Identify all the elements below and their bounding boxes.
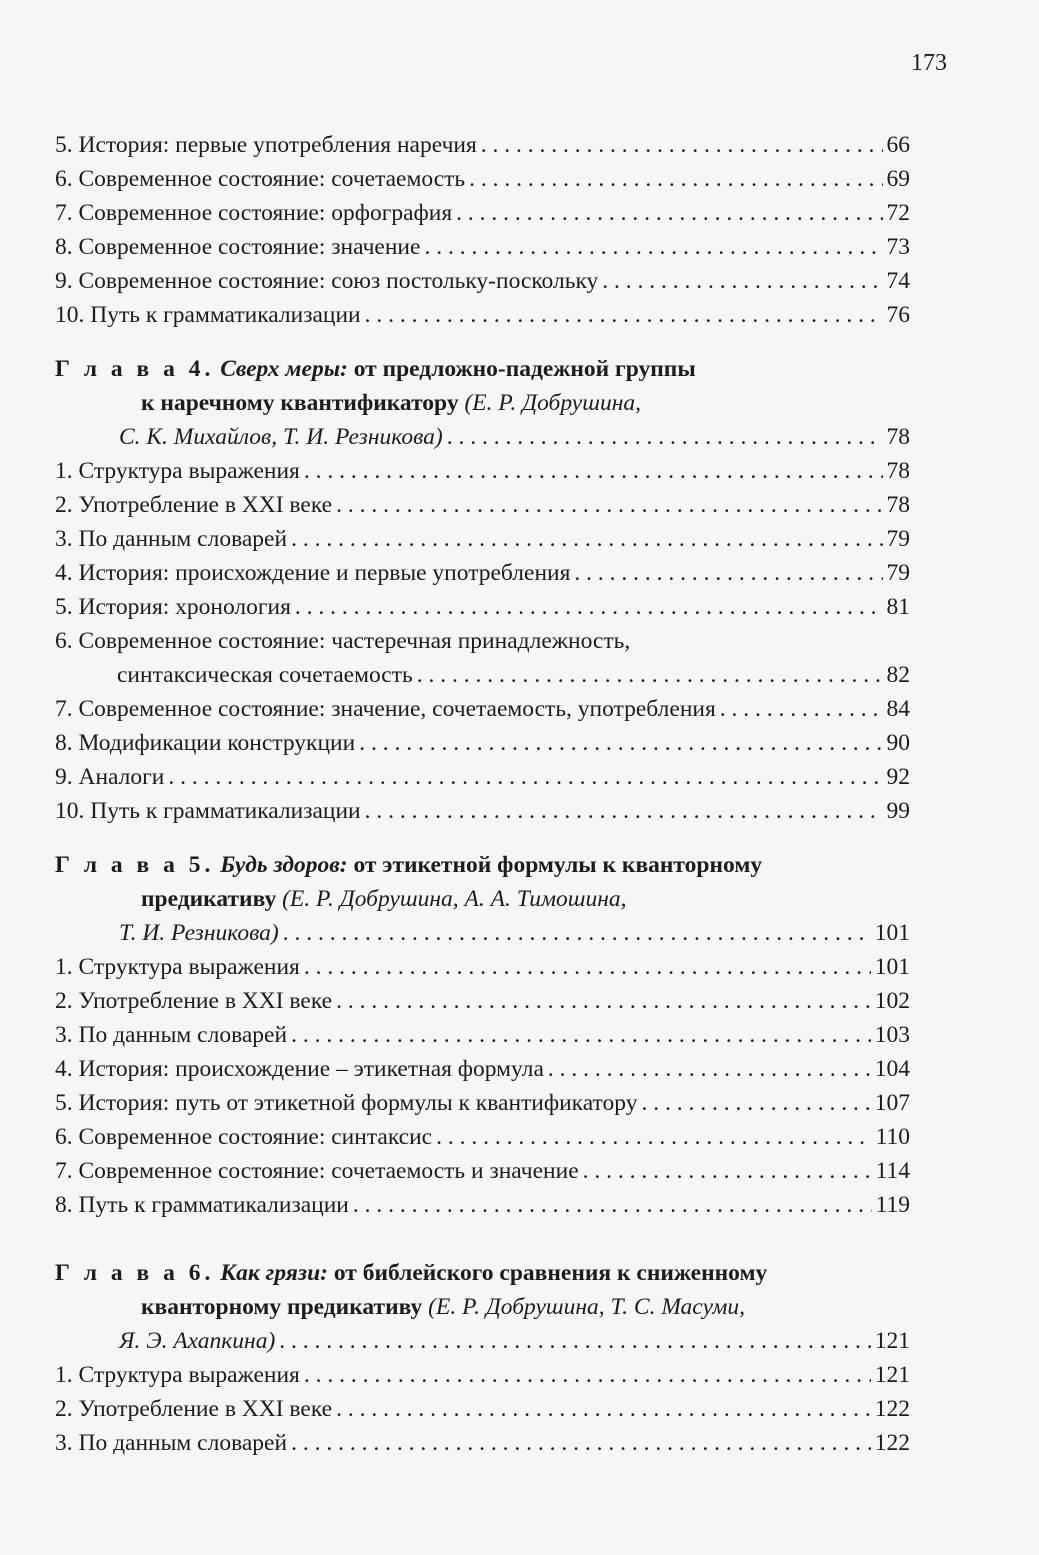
toc-entry-label: 7. Современное состояние: сочетаемость и значение	[55, 1158, 579, 1184]
toc-entry-page: 79	[886, 560, 910, 586]
chapter-authors: (Е. Р. Добрушина, Т. С. Масуми,	[428, 1294, 746, 1320]
leader-dots	[602, 264, 882, 298]
toc-entry-page: 66	[886, 132, 910, 158]
toc-entry-page: 99	[886, 798, 910, 824]
toc-entry-label: 10. Путь к грамматикализации	[55, 302, 361, 328]
chapter-title-cont: к наречному квантификатору	[141, 390, 459, 416]
toc-entry-label: 9. Современное состояние: союз постольку-поскольку	[55, 268, 599, 294]
chapter-heading	[55, 1256, 910, 1290]
chapter-authors-cont: Я. Э. Ахапкина)	[119, 1328, 276, 1354]
toc-entry-label: 3. По данным словарей	[55, 526, 288, 552]
leader-dots	[283, 916, 871, 950]
toc-entry-page: 74	[886, 268, 910, 294]
chapter-title-italic: Будь здоров:	[220, 852, 348, 878]
leader-dots	[304, 1358, 871, 1392]
leader-dots	[365, 298, 883, 332]
toc-entry	[55, 162, 910, 196]
toc-entry-page: 102	[874, 988, 910, 1014]
toc-entry	[55, 1358, 910, 1392]
leader-dots	[417, 658, 883, 692]
toc-entry-page: 114	[875, 1158, 910, 1184]
toc-entry	[55, 1188, 910, 1222]
leader-dots	[291, 1426, 871, 1460]
toc-entry-label: 10. Путь к грамматикализации	[55, 798, 361, 824]
chapter-title: от предложно-падежной группы	[353, 356, 696, 382]
chapter-page: 78	[886, 424, 910, 450]
toc-entry	[55, 522, 910, 556]
leader-dots	[304, 950, 871, 984]
toc-entry-label: 6. Современное состояние: сочетаемость	[55, 166, 466, 192]
toc-entry-label: 2. Употребление в XXI веке	[55, 988, 333, 1014]
leader-dots	[720, 692, 883, 726]
chapter-title-italic: Сверх меры:	[220, 356, 348, 382]
toc-entry-page: 78	[886, 492, 910, 518]
toc-entry	[55, 590, 910, 624]
chapter-title: от библейского сравнения к сниженному	[333, 1260, 768, 1286]
toc-entry-label: 3. По данным словарей	[55, 1430, 288, 1456]
leader-dots	[291, 1018, 871, 1052]
chapter-authors-cont: Т. И. Резникова)	[119, 920, 279, 946]
toc-entry-label-cont: синтаксическая сочетаемость	[117, 662, 413, 688]
toc-entry	[55, 984, 910, 1018]
chapter-heading	[55, 352, 910, 386]
toc-entry-label: 3. По данным словарей	[55, 1022, 288, 1048]
toc-entry	[55, 264, 910, 298]
toc-entry-page: 84	[886, 696, 910, 722]
toc-entry-page: 107	[874, 1090, 910, 1116]
toc-entry-page: 103	[874, 1022, 910, 1048]
chapter-authors: (Е. Р. Добрушина,	[464, 390, 641, 416]
toc-entry	[55, 298, 910, 332]
leader-dots	[279, 1324, 870, 1358]
chapter-heading-final	[55, 916, 910, 950]
chapter-heading-line	[55, 1290, 910, 1324]
leader-dots	[583, 1154, 872, 1188]
chapter-title-cont: предикативу	[141, 886, 277, 912]
toc-entry-page: 101	[874, 954, 910, 980]
toc-entry	[55, 1018, 910, 1052]
toc-entry	[55, 1392, 910, 1426]
toc-entry-label: 2. Употребление в XXI веке	[55, 1396, 333, 1422]
leader-dots	[359, 726, 882, 760]
toc-entry-page: 121	[874, 1362, 910, 1388]
leader-dots	[424, 230, 882, 264]
toc-entry-continuation	[55, 658, 910, 692]
leader-dots	[304, 454, 883, 488]
leader-dots	[469, 162, 882, 196]
leader-dots	[436, 1120, 872, 1154]
chapter-page: 121	[874, 1328, 910, 1354]
leader-dots	[365, 794, 883, 828]
toc-entry	[55, 128, 910, 162]
toc-entry	[55, 760, 910, 794]
toc-entry	[55, 196, 910, 230]
toc-entry	[55, 1120, 910, 1154]
chapter-page: 101	[874, 920, 910, 946]
leader-dots	[291, 522, 882, 556]
toc-entry-page: 104	[874, 1056, 910, 1082]
toc-entry-page: 72	[886, 200, 910, 226]
leader-dots	[548, 1052, 871, 1086]
leader-dots	[168, 760, 882, 794]
leader-dots	[336, 1392, 871, 1426]
leader-dots	[481, 128, 883, 162]
toc-entry	[55, 794, 910, 828]
toc-entry	[55, 454, 910, 488]
toc-entry-page: 79	[886, 526, 910, 552]
leader-dots	[336, 984, 871, 1018]
chapter-heading-line	[55, 386, 910, 420]
toc-entry-page: 110	[875, 1124, 910, 1150]
chapter-5	[55, 848, 910, 1222]
toc-entry-page: 78	[886, 458, 910, 484]
chapter-heading-final	[55, 1324, 910, 1358]
toc-entry-page: 122	[874, 1430, 910, 1456]
toc-entry-label: 4. История: происхождение и первые употребления	[55, 560, 571, 586]
leader-dots	[574, 556, 882, 590]
toc-entry	[55, 556, 910, 590]
leader-dots	[447, 420, 883, 454]
leader-dots	[295, 590, 883, 624]
toc-entry-page: 122	[874, 1396, 910, 1422]
chapter-heading-final	[55, 420, 910, 454]
toc-entry-page: 92	[886, 764, 910, 790]
toc-entry-label: 8. Путь к грамматикализации	[55, 1192, 349, 1218]
toc-entry-label: 5. История: путь от этикетной формулы к квантификатору	[55, 1090, 638, 1116]
toc-entry-label: 8. Модификации конструкции	[55, 730, 356, 756]
toc-entry-page: 73	[886, 234, 910, 260]
toc-entry	[55, 1426, 910, 1460]
toc-entry	[55, 624, 910, 658]
chapter-prefix: Г л а в а 5.	[55, 852, 215, 878]
toc-entry	[55, 950, 910, 984]
toc-entry	[55, 1154, 910, 1188]
toc-entry-label: 6. Современное состояние: частеречная принадлежность,	[55, 628, 631, 654]
table-of-contents	[55, 128, 910, 1460]
chapter-4	[55, 352, 910, 828]
toc-entry-label: 8. Современное состояние: значение	[55, 234, 421, 260]
chapter-authors: (Е. Р. Добрушина, А. А. Тимошина,	[282, 886, 627, 912]
chapter-authors-cont: С. К. Михайлов, Т. И. Резникова)	[119, 424, 443, 450]
chapter-6	[55, 1256, 910, 1460]
toc-entry	[55, 726, 910, 760]
toc-entry-page: 76	[886, 302, 910, 328]
toc-entry-label: 5. История: хронология	[55, 594, 291, 620]
toc-entry-label: 1. Структура выражения	[55, 458, 300, 484]
page-number: 173	[911, 50, 947, 76]
toc-entry-label: 1. Структура выражения	[55, 954, 300, 980]
chapter-heading	[55, 848, 910, 882]
chapter-prefix: Г л а в а 6.	[55, 1260, 215, 1286]
leader-dots	[456, 196, 882, 230]
chapter-title-italic: Как грязи:	[220, 1260, 328, 1286]
toc-entry-label: 1. Структура выражения	[55, 1362, 300, 1388]
toc-entry-label: 2. Употребление в XXI веке	[55, 492, 333, 518]
chapter-3-continuation	[55, 128, 910, 332]
toc-entry-label: 9. Аналоги	[55, 764, 165, 790]
toc-entry-page: 119	[875, 1192, 910, 1218]
chapter-title-cont: кванторному предикативу	[141, 1294, 423, 1320]
toc-entry-label: 6. Современное состояние: синтаксис	[55, 1124, 433, 1150]
toc-entry-page: 81	[886, 594, 910, 620]
toc-entry	[55, 488, 910, 522]
chapter-title: от этикетной формулы к кванторному	[353, 852, 763, 878]
toc-entry-page: 82	[886, 662, 910, 688]
leader-dots	[336, 488, 882, 522]
toc-entry-label: 5. История: первые употребления наречия	[55, 132, 477, 158]
toc-entry-page: 69	[886, 166, 910, 192]
toc-entry-label: 7. Современное состояние: орфография	[55, 200, 453, 226]
leader-dots	[641, 1086, 870, 1120]
toc-entry	[55, 1052, 910, 1086]
chapter-prefix: Г л а в а 4.	[55, 356, 215, 382]
toc-entry-label: 4. История: происхождение – этикетная формула	[55, 1056, 544, 1082]
toc-entry-page: 90	[886, 730, 910, 756]
toc-entry	[55, 692, 910, 726]
chapter-heading-line	[55, 882, 910, 916]
toc-entry	[55, 230, 910, 264]
leader-dots	[353, 1188, 872, 1222]
toc-entry	[55, 1086, 910, 1120]
toc-entry-label: 7. Современное состояние: значение, сочетаемость, употребления	[55, 696, 716, 722]
